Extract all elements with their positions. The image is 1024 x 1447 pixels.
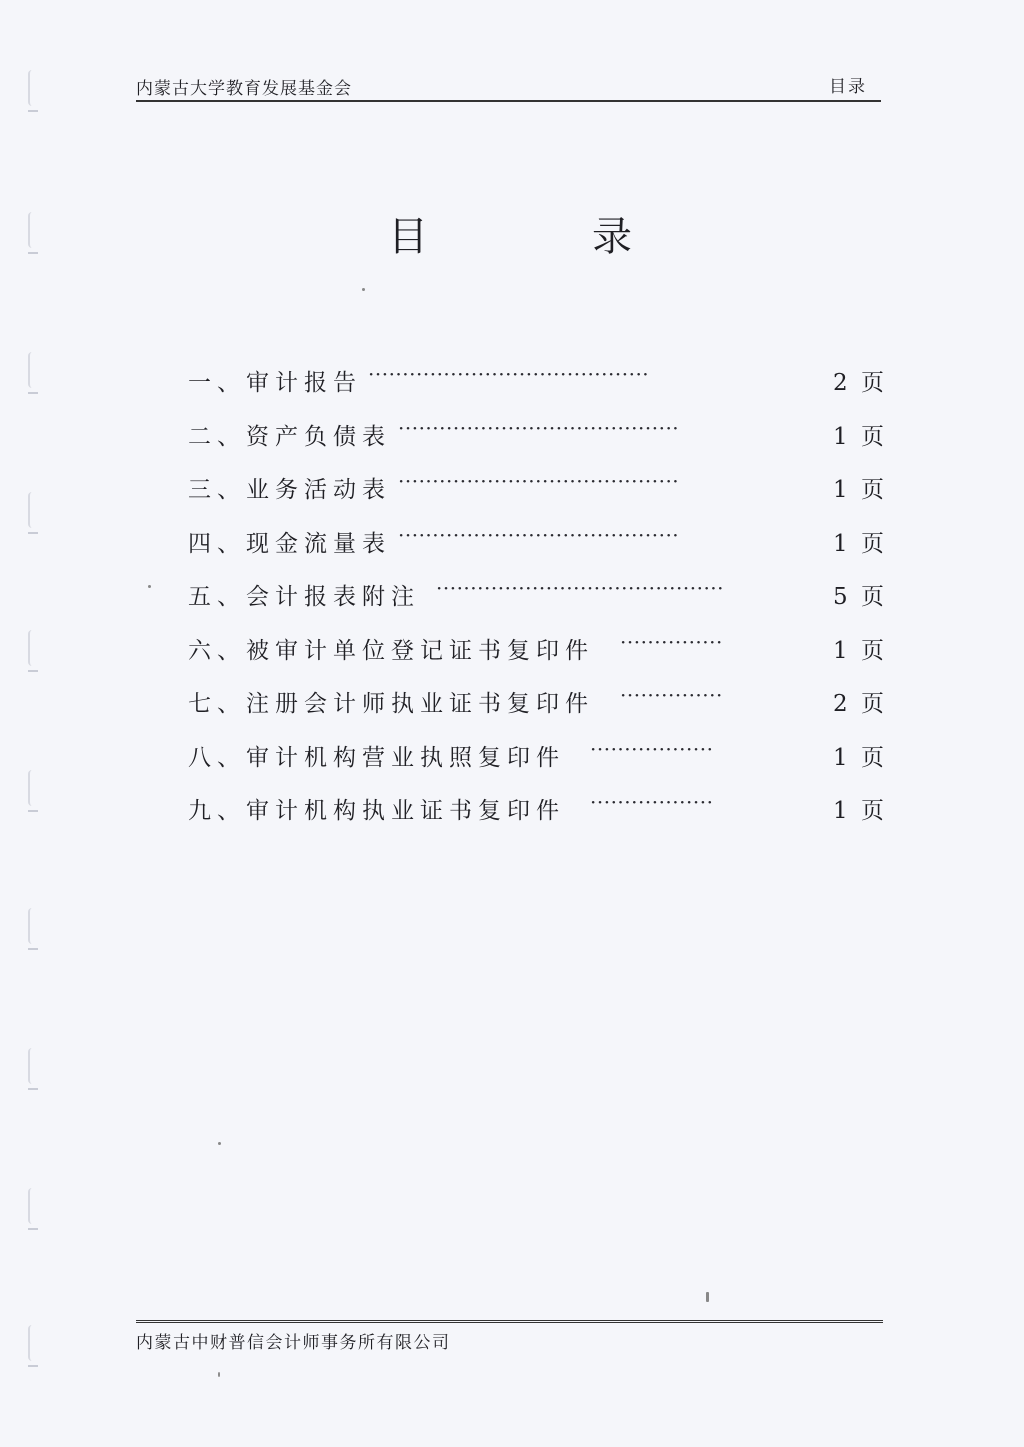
header-organization: 内蒙古大学教育发展基金会 <box>136 79 352 99</box>
toc-entry-label: 二、资产负债表 <box>188 423 391 450</box>
toc-entry <box>188 414 888 468</box>
toc-entry-page: 1 页 <box>833 637 887 664</box>
toc-entry <box>188 681 888 735</box>
toc-entry-leader: ········································· <box>368 362 650 386</box>
toc-entry-page: 1 页 <box>833 744 887 771</box>
toc-entry-leader: ········································· <box>398 522 680 547</box>
toc-entry-label: 八、审计机构营业执照复印件 <box>188 744 565 771</box>
toc-entry <box>188 360 888 414</box>
binding-hole <box>28 70 40 106</box>
binding-hole <box>28 1325 40 1361</box>
binding-hole <box>28 908 40 944</box>
toc-entry-leader: ········································· <box>398 469 680 493</box>
binding-hole <box>28 212 40 248</box>
toc-entry-leader: ··············· <box>620 629 723 654</box>
toc-entry-page: 2 页 <box>833 370 887 396</box>
toc-entry-page: 1 页 <box>833 477 887 503</box>
toc-entry-page: 2 页 <box>833 691 887 717</box>
toc-entry <box>188 735 888 789</box>
toc-entry-page: 1 页 <box>833 798 887 824</box>
binding-hole <box>28 630 40 666</box>
toc-entry-page: 5 页 <box>833 584 887 610</box>
toc-entry-label: 一、审计报告 <box>188 370 362 396</box>
table-of-contents <box>188 360 888 842</box>
toc-entry-leader: ········································· <box>398 415 680 440</box>
toc-entry <box>188 628 888 682</box>
toc-entry-page: 1 页 <box>833 423 887 450</box>
toc-entry-leader: ·················· <box>590 790 714 814</box>
scan-speck <box>218 1142 221 1145</box>
binding-hole <box>28 352 40 388</box>
page-title <box>380 205 640 265</box>
toc-entry-label: 五、会计报表附注 <box>188 584 420 610</box>
scan-speck <box>362 288 365 291</box>
toc-entry-label: 七、注册会计师执业证书复印件 <box>188 691 594 717</box>
toc-entry-leader: ·········································· <box>436 576 725 600</box>
scan-speck <box>148 585 151 588</box>
scan-speck <box>218 1372 220 1377</box>
binding-hole <box>28 492 40 528</box>
binding-hole <box>28 770 40 806</box>
toc-entry-leader: ·················· <box>590 736 714 761</box>
toc-entry <box>188 574 888 628</box>
toc-entry-label: 三、业务活动表 <box>188 477 391 503</box>
toc-entry-page: 1 页 <box>833 530 887 557</box>
toc-entry-leader: ··············· <box>620 683 723 707</box>
binding-hole <box>28 1048 40 1084</box>
page-title-char-1: 目 <box>388 214 428 260</box>
page-title-char-2: 录 <box>592 214 632 260</box>
toc-entry-label: 六、被审计单位登记证书复印件 <box>188 637 594 664</box>
footer-firm-name: 内蒙古中财普信会计师事务所有限公司 <box>136 1333 451 1353</box>
toc-entry <box>188 467 888 521</box>
toc-entry <box>188 521 888 575</box>
page-header <box>136 68 881 102</box>
binding-hole <box>28 1188 40 1224</box>
toc-entry-label: 九、审计机构执业证书复印件 <box>188 798 565 824</box>
scan-speck <box>706 1292 709 1302</box>
header-section: 目录 <box>829 77 867 97</box>
toc-entry-label: 四、现金流量表 <box>188 530 391 557</box>
toc-entry <box>188 788 888 842</box>
